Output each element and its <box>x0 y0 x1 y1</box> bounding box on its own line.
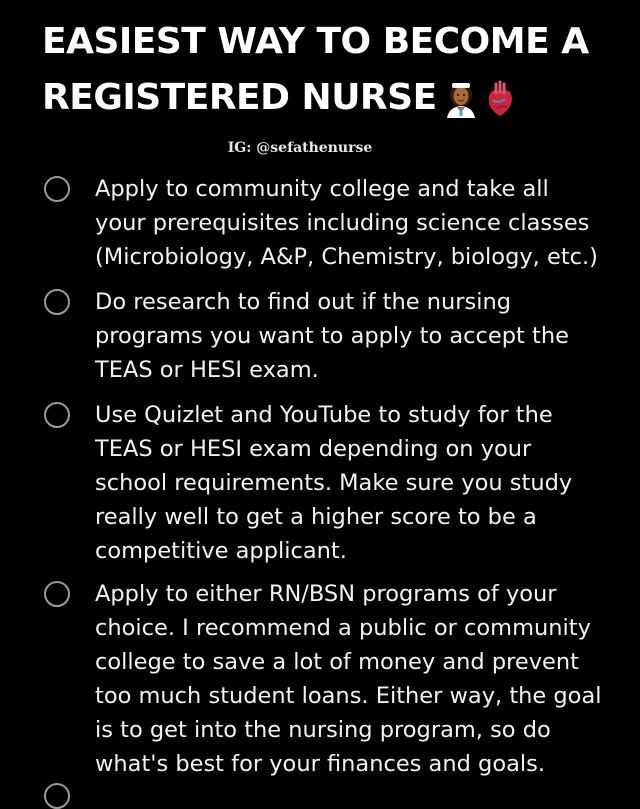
list-item-line: school requirements. Make sure you study <box>95 470 573 496</box>
title-line-2 <box>42 70 632 126</box>
title-line-1: EASIEST WAY TO BECOME A <box>42 21 589 62</box>
list-item <box>0 172 626 274</box>
title-line-2-text: REGISTERED NURSE <box>42 77 437 118</box>
anatomical-heart-icon <box>485 80 515 118</box>
list-item-line: what's best for your finances and goals. <box>95 751 545 777</box>
list-item-line: TEAS or HESI exam. <box>95 357 319 383</box>
list-item-line: Apply to community college and take all <box>95 176 549 202</box>
list-item-line: Do research to find out if the nursing <box>95 289 512 315</box>
list-item-text <box>95 398 572 568</box>
list-item-line: is to get into the nursing program, so do <box>95 717 551 743</box>
list-item-line: Apply to either RN/BSN programs of your <box>95 581 557 607</box>
checkbox-circle[interactable] <box>44 176 70 202</box>
list-item-line: TEAS or HESI exam depending on your <box>95 436 532 462</box>
list-item-line: programs you want to apply to accept the <box>95 323 569 349</box>
list-item-line: college to save a lot of money and prevent <box>95 649 579 675</box>
list-item-line: your prerequisites including science classes <box>95 210 590 236</box>
checkbox-circle-partial[interactable] <box>44 783 70 809</box>
list-item-line: (Microbiology, A&P, Chemistry, biology, etc.) <box>95 244 598 270</box>
list-item-text <box>95 577 602 781</box>
nurse-emoji-icon <box>443 80 479 118</box>
list-item-line: too much student loans. Either way, the goal <box>95 683 602 709</box>
instagram-handle: IG: @sefathenurse <box>227 140 373 156</box>
list-item <box>0 285 597 387</box>
list-item-text <box>95 172 598 274</box>
checkbox-circle[interactable] <box>44 402 70 428</box>
checkbox-circle[interactable] <box>44 581 70 607</box>
list-item-line: choice. I recommend a public or community <box>95 615 591 641</box>
list-item-line: Use Quizlet and YouTube to study for the <box>95 402 553 428</box>
list-item <box>0 398 600 568</box>
list-item <box>0 577 630 781</box>
page-title <box>42 14 632 126</box>
list-item-line: competitive applicant. <box>95 538 347 564</box>
checkbox-circle[interactable] <box>44 289 70 315</box>
list-item-text <box>95 285 569 387</box>
list-item-line: really well to get a higher score to be a <box>95 504 537 530</box>
